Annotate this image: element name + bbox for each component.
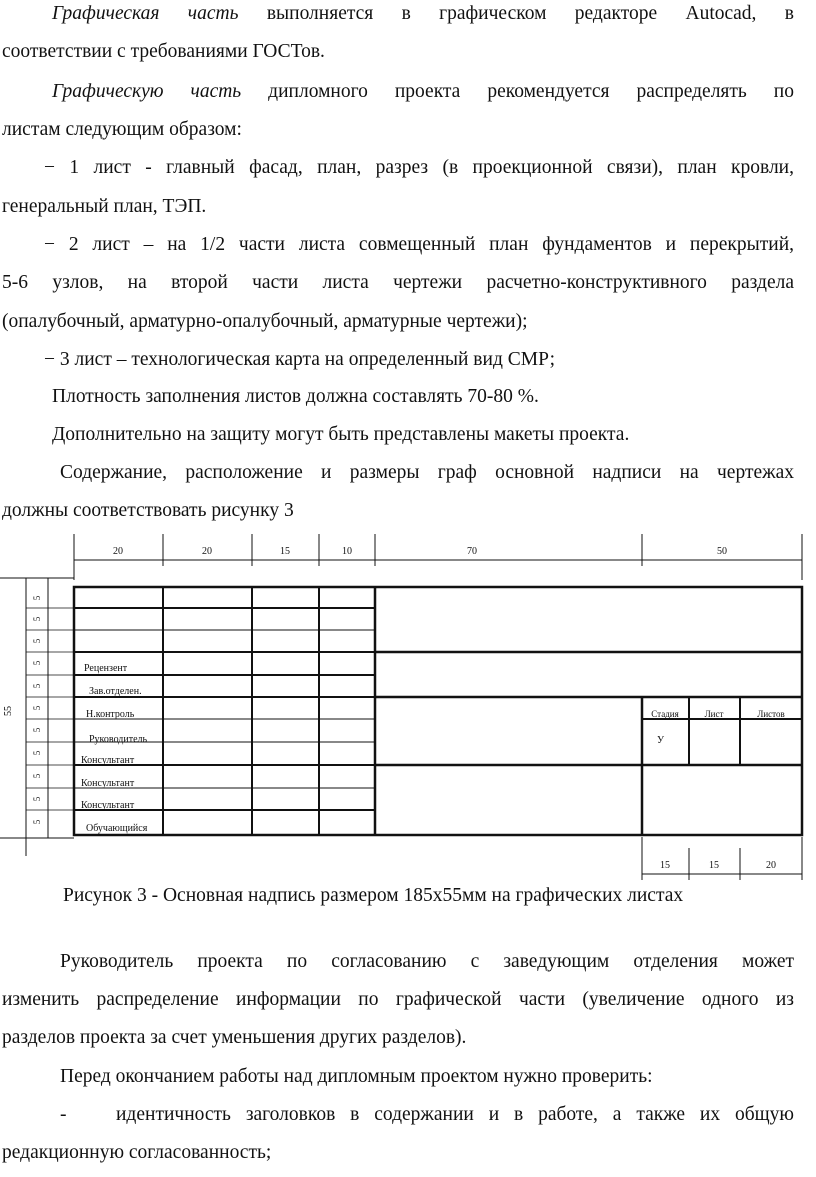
role-consultant-3: Консультант [81,800,135,811]
title-block-figure [0,520,816,880]
role-consultant-1: Консультант [81,755,135,766]
p2-italic: Графическую часть [52,81,242,102]
list1-item3-line1: − 3 лист – технологическая карта на определенный вид СМР; [44,349,556,370]
title-block-frame [74,587,802,835]
p2-rest: дипломного проекта рекомендуется распределять по [241,81,794,102]
p6-line1: Руководитель проекта по согласованию с заведующим отделения может [60,951,794,972]
p3: Плотность заполнения листов должна составлять 70-80 %. [52,386,539,407]
p7: Перед окончанием работы над дипломным проектом нужно проверить: [60,1066,653,1087]
p2-line2: листам следующим образом: [2,119,242,140]
list1-item1-line2: генеральный план, ТЭП. [2,196,207,217]
p1-rest: выполняется в графическом редакторе Autocad, в [238,3,794,24]
p1-line2: соответствии с требованиями ГОСТов. [2,41,325,62]
dim-top-5: 70 [467,546,477,557]
role-consultant-2: Консультант [81,778,135,789]
role-head-dept: Зав.отделен. [89,686,142,697]
dim-top-3: 15 [280,546,290,557]
header-sheets: Листов [757,709,785,719]
role-norm-control: Н.контроль [86,709,135,720]
dim-top-1: 20 [113,546,123,557]
p6-line3: разделов проекта за счет уменьшения других разделов). [2,1027,467,1048]
p4: Дополнительно на защиту могут быть представлены макеты проекта. [52,424,630,445]
dim-top-2: 20 [202,546,212,557]
p2-line1 [52,80,794,104]
p1-italic: Графическая часть [52,3,239,24]
dim-row-3: 5 [32,638,42,644]
dim-row-10: 5 [32,796,42,802]
list2-line1: идентичность заголовков в содержании и в работе, а также их общую [116,1104,794,1125]
dim-row-11: 5 [32,819,42,825]
dim-row-9: 5 [32,773,42,779]
list1-item2-line2: 5-6 узлов, на второй части листа чертежи расчетно-конструктивного раздела [2,272,794,293]
dim-row-2: 5 [32,616,42,622]
p5-line1: Содержание, расположение и размеры граф основной надписи на чертежах [60,462,794,483]
dim-row-8: 5 [32,750,42,756]
dim-row-6: 5 [32,705,42,711]
dim-bottom-2: 15 [709,860,719,871]
figure-caption: Рисунок 3 - Основная надпись размером 185х55мм на графических листах [63,885,684,906]
header-sheet: Лист [704,709,724,719]
dim-row-5: 5 [32,683,42,689]
role-reviewer: Рецензент [84,663,128,674]
dim-bottom-1: 15 [660,860,670,871]
dim-row-4: 5 [32,660,42,666]
list2-line2: редакционную согласованность; [2,1142,272,1163]
p1-line1 [52,2,794,26]
header-stage: Стадия [651,709,679,719]
dim-top-4: 10 [342,546,352,557]
list1-item2-line3: (опалубочный, арматурно-опалубочный, арматурные чертежи); [2,311,528,332]
list2-marker: - [60,1104,67,1125]
p5-line2: должны соответствовать рисунку 3 [2,500,294,521]
role-student: Обучающийся [86,823,148,834]
dim-bottom-3: 20 [766,860,776,871]
p6-line2: изменить распределение информации по графической части (увеличение одного из [2,989,794,1010]
role-supervisor: Руководитель [89,734,148,745]
dim-row-7: 5 [32,727,42,733]
dim-side-total: 55 [3,706,14,716]
list1-item1-line1: − 1 лист - главный фасад, план, разрез (в проекционной связи), план кровли, [44,157,794,178]
list1-item2-line1: − 2 лист – на 1/2 части листа совмещенный план фундаментов и перекрытий, [44,234,794,255]
dim-top-6: 50 [717,546,727,557]
dim-row-1: 5 [32,595,42,601]
stage-value: У [657,735,665,746]
